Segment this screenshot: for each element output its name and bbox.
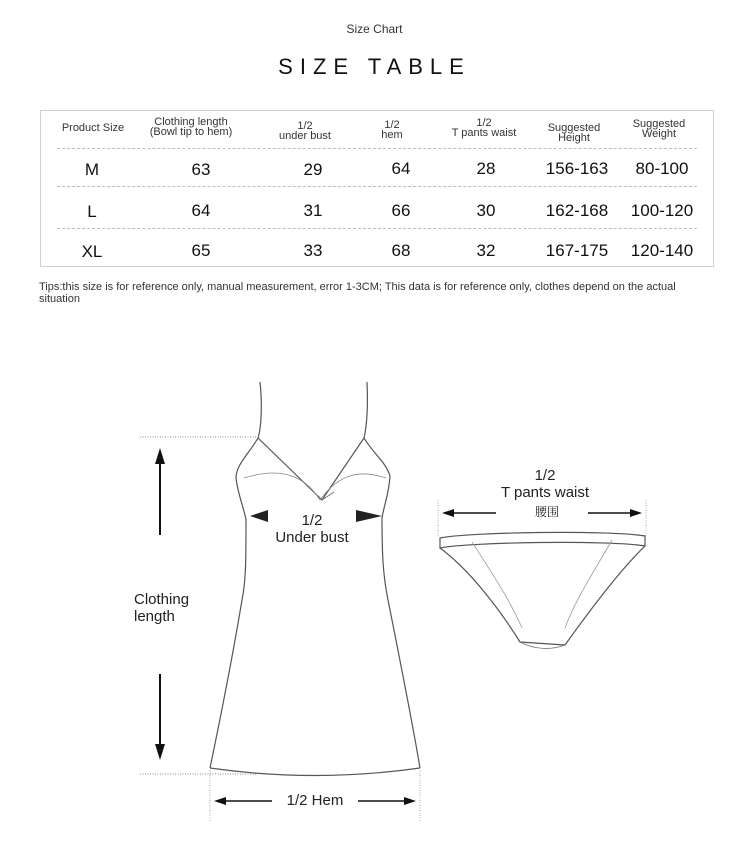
panties-outline [440, 546, 645, 645]
size-table-title: SIZE TABLE [278, 54, 471, 79]
clothing-length-cell: 63 [191, 160, 211, 179]
tips-note: Tips:this size is for reference only, manual measurement, error 1-3CM; This data is for reference only, clothes depend on the actual situation [39, 281, 676, 305]
arrow-up-icon [155, 448, 165, 464]
size-chart-label: Size Chart [346, 22, 403, 36]
clothing-length-cell: 64 [191, 201, 211, 220]
size-cell: L [87, 202, 97, 221]
under-bust-cell: 29 [303, 160, 323, 179]
under-bust-cell: 31 [303, 201, 323, 220]
weight-cell: 100-120 [630, 201, 694, 220]
waist-arrow-right-icon [630, 509, 642, 517]
height-cell: 162-168 [545, 201, 609, 220]
clothing-length-cell: 65 [191, 241, 211, 260]
header-clothing-length: Clothing length (Bowl tip to hem) [149, 116, 233, 138]
header-under-bust: 1/2 under bust [279, 120, 331, 142]
dress-neckline [258, 438, 364, 500]
header-product-size: Product Size [61, 122, 125, 134]
dress-hem-curve [210, 768, 420, 776]
under-bust-cell: 33 [303, 241, 323, 260]
pants-waist-chinese-label: 腰围 [534, 505, 559, 519]
dress-outline-left [210, 438, 258, 768]
waist-arrow-left-icon [442, 509, 454, 517]
size-cell: XL [81, 242, 103, 261]
header-pants-waist: 1/2 T pants waist [451, 117, 517, 139]
hem-cell: 66 [391, 201, 411, 220]
arrow-down-icon [155, 744, 165, 760]
weight-cell: 120-140 [630, 241, 694, 260]
header-suggested-weight: Suggested Weight [632, 118, 686, 140]
header-suggested-height: Suggested Height [547, 122, 601, 144]
pants-waist-label: 1/2 T pants waist [500, 467, 590, 501]
weight-cell: 80-100 [635, 159, 689, 178]
under-bust-label: 1/2 Under bust [275, 512, 349, 546]
dress-strap-left [258, 382, 261, 438]
dress-outline-right [364, 438, 420, 768]
dress-strap-right [364, 382, 367, 438]
hem-arrow-left-icon [214, 797, 226, 805]
header-hem: 1/2 hem [381, 119, 403, 141]
hem-label: 1/2 Hem [286, 792, 344, 809]
panties-waistband [440, 532, 645, 548]
hem-arrow-right-icon [404, 797, 416, 805]
pants-waist-cell: 32 [476, 241, 496, 260]
hem-cell: 68 [391, 241, 411, 260]
pants-waist-cell: 30 [476, 201, 496, 220]
clothing-length-label: Clothing length [134, 591, 190, 625]
hem-cell: 64 [391, 159, 411, 178]
height-cell: 167-175 [545, 241, 609, 260]
pants-waist-cell: 28 [476, 159, 496, 178]
size-cell: M [84, 160, 100, 179]
height-cell: 156-163 [545, 159, 609, 178]
